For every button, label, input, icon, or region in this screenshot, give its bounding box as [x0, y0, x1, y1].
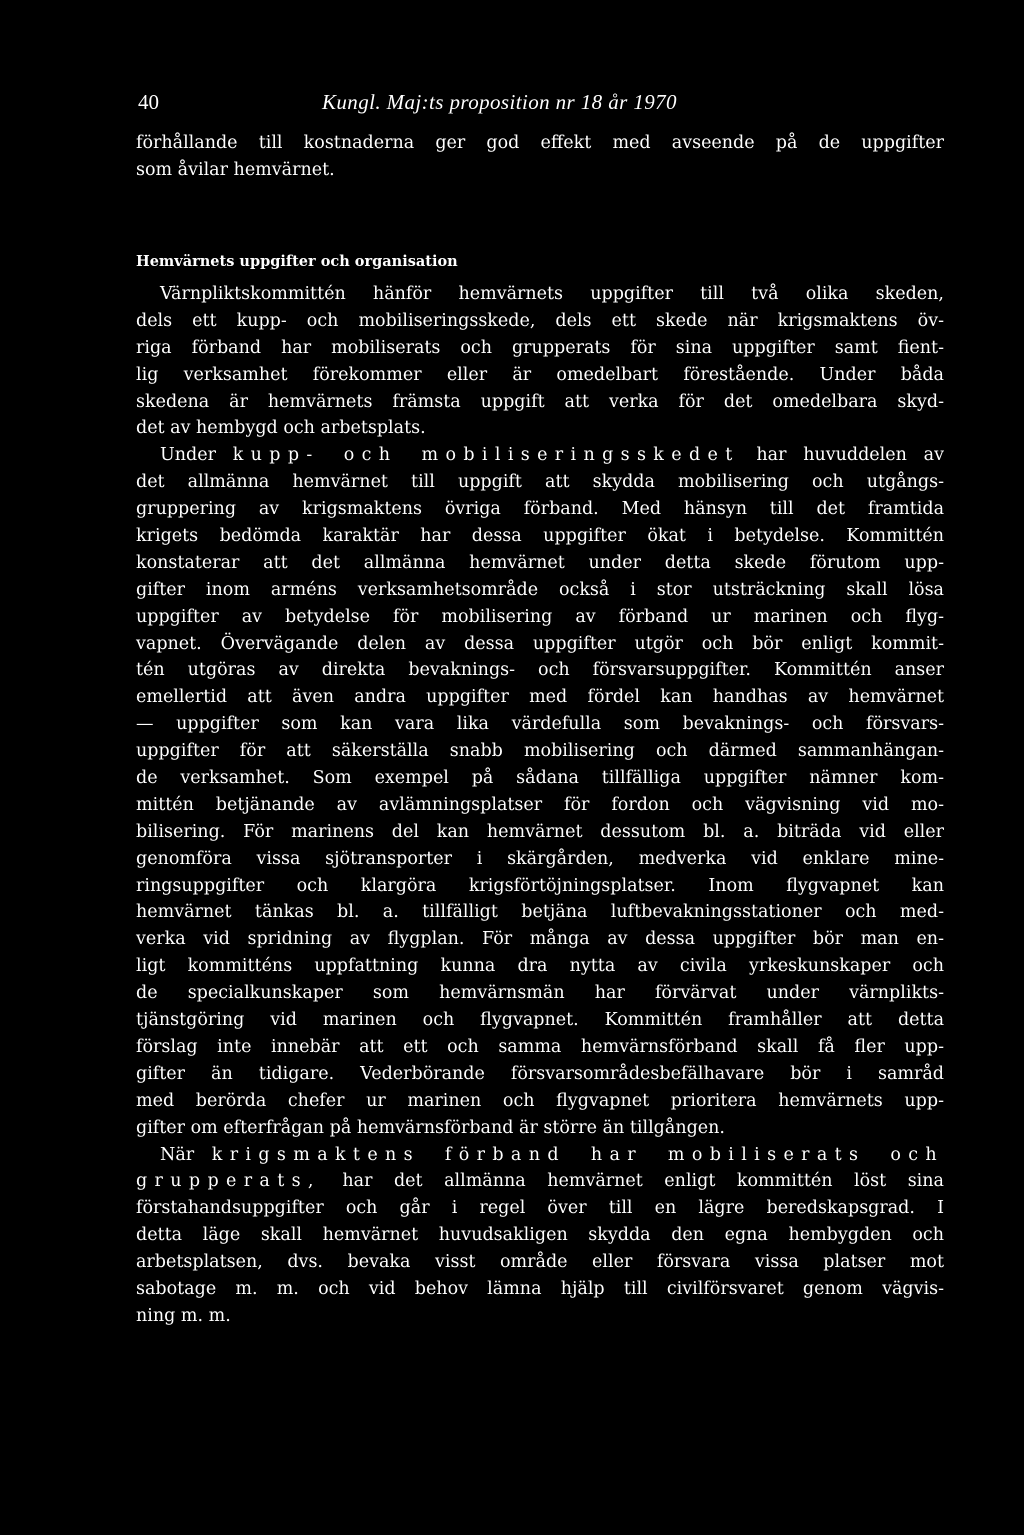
text-line: riga förband har mobiliserats och grupperats för sina uppgifter samt fient- [136, 337, 944, 358]
text-line: förstahandsuppgifter och går i regel över till en lägre beredskapsgrad. I [136, 1198, 944, 1219]
text-line: Värnpliktskommittén hänför hemvärnets uppgifter till två olika skeden, [160, 284, 944, 304]
text-line: lig verksamhet förekommer eller är omedelbart förestående. Under båda [136, 364, 944, 385]
intro-paragraph [136, 130, 944, 184]
text-line: detta läge skall hemvärnet huvudsakligen skydda den egna hembygden och [136, 1225, 944, 1246]
line-rest: har huvuddelen av [756, 445, 944, 466]
text-line: — uppgifter som kan vara lika värdefulla som bevaknings- och försvars- [136, 714, 944, 735]
text-line: vapnet. Övervägande delen av dessa uppgifter utgör och bör enligt kommit- [136, 633, 944, 654]
text-line: verka vid spridning av flygplan. För många av dessa uppgifter bör man en- [136, 929, 944, 950]
text-line: mittén betjänande av avlämningsplatser för fordon och vägvisning vid mo- [136, 794, 944, 815]
text-line [136, 1168, 944, 1195]
text-line: med berörda chefer ur marinen och flygvapnet prioritera hemvärnets upp- [136, 1090, 944, 1111]
text-line: ning m. m. [136, 1305, 231, 1326]
body-text [136, 281, 944, 1330]
line-rest: har det allmänna hemvärnet enligt kommittén löst sina [342, 1171, 944, 1192]
text-line: gifter om efterfrågan på hemvärnsförband är större än tillgången. [136, 1117, 725, 1138]
text-line: uppgifter av betydelse för mobilisering av förband ur marinen och flyg- [136, 606, 944, 627]
text-line: det av hembygd och arbetsplats. [136, 418, 426, 439]
text-line: förslag inte innebär att ett och samma hemvärnsförband skall få fler upp- [136, 1036, 944, 1057]
text-line: de specialkunskaper som hemvärnsmän har förvärvat under värnplikts- [136, 983, 944, 1004]
text-line: dels ett kupp- och mobiliseringsskede, dels ett skede när krigsmaktens öv- [136, 310, 944, 331]
text-line: krigets bedömda karaktär har dessa uppgifter ökat i betydelse. Kommittén [136, 526, 944, 547]
spaced-emphasis: kupp- och mobiliseringsskedet [232, 445, 740, 466]
text-line: gruppering av krigsmaktens övriga förband. Med hänsyn till det framtida [136, 499, 944, 520]
text-line: tén utgöras av direkta bevaknings- och försvarsuppgifter. Kommittén anser [136, 660, 944, 681]
text-line: de verksamhet. Som exempel på sådana tillfälliga uppgifter nämner kom- [136, 768, 944, 789]
spaced-emphasis: krigsmaktens förband har mobiliserats och [211, 1144, 944, 1165]
text-line: hemvärnet tänkas bl. a. tillfälligt betjäna luftbevakningsstationer och med- [136, 902, 944, 923]
text-line [136, 442, 944, 469]
text-line: ligt kommitténs uppfattning kunna dra nytta av civila yrkeskunskaper och [136, 956, 944, 977]
text-line: genomföra vissa sjötransporter i skärgården, medverka vid enklare mine- [136, 848, 944, 869]
text-line: skedena är hemvärnets främsta uppgift att verka för det omedelbara skyd- [136, 391, 944, 412]
text-line: ringsuppgifter och klargöra krigsförtöjningsplatser. Inom flygvapnet kan [136, 875, 944, 896]
text-line: förhållande till kostnaderna ger god effekt med avseende på de uppgifter [136, 133, 944, 153]
page-number: 40 [138, 90, 159, 114]
running-header [138, 90, 944, 120]
text-line: konstaterar att det allmänna hemvärnet under detta skede förutom upp- [136, 552, 944, 573]
text-line: gifter inom arméns verksamhetsområde också i stor utsträckning skall lösa [136, 579, 944, 600]
running-title: Kungl. Maj:ts proposition nr 18 år 1970 [322, 90, 677, 114]
text-line: det allmänna hemvärnet till uppgift att skydda mobilisering och utgångs- [136, 472, 944, 493]
paragraph-first-word: När [160, 1144, 195, 1165]
text-line: som åvilar hemvärnet. [136, 159, 335, 180]
text-line: tjänstgöring vid marinen och flygvapnet. Kommittén framhåller att detta [136, 1010, 944, 1031]
text-line: sabotage m. m. och vid behov lämna hjälp till civilförsvaret genom vägvis- [136, 1278, 944, 1299]
text-line: bilisering. För marinens del kan hemvärnet dessutom bl. a. biträda vid eller [136, 821, 944, 842]
text-line: gifter än tidigare. Vederbörande försvarsområdesbefälhavare bör i samråd [136, 1063, 944, 1084]
text-line: emellertid att även andra uppgifter med fördel kan handhas av hemvärnet [136, 687, 944, 708]
text-line [136, 1142, 944, 1169]
text-line: uppgifter för att säkerställa snabb mobilisering och därmed sammanhängan- [136, 741, 944, 762]
section-heading: Hemvärnets uppgifter och organisation [136, 253, 458, 270]
spaced-emphasis: grupperats, [136, 1171, 321, 1192]
text-line: arbetsplatsen, dvs. bevaka visst område eller försvara vissa platser mot [136, 1252, 944, 1273]
paragraph-first-word: Under [160, 445, 216, 466]
